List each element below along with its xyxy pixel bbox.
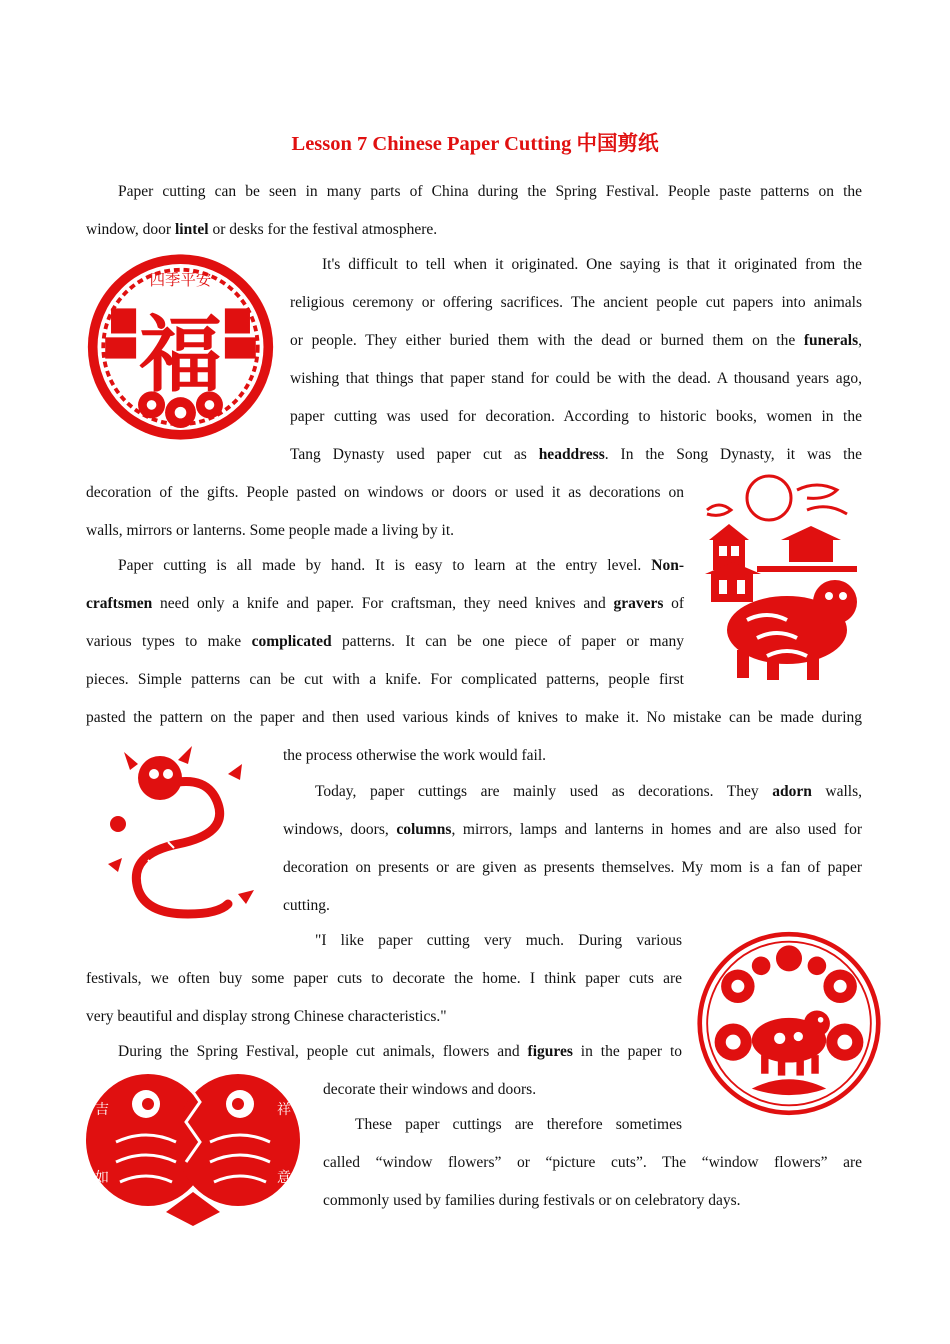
p3-line-3: various types to make complicated patterns. It can be one piece of paper or many — [86, 633, 684, 650]
p2-line-3: or people. They either buried them with the dead or burned them on the funerals, — [290, 332, 862, 349]
p5-line-1: "I like paper cutting very much. During various — [315, 932, 682, 949]
svg-text:祥: 祥 — [277, 1102, 291, 1118]
p5-line-3: very beautiful and display strong Chinese characteristics." — [86, 1008, 447, 1025]
twin-fish-papercut-image — [76, 1062, 310, 1228]
p2-line-7: decoration of the gifts. People pasted on windows or doors or used it as decorations on — [86, 484, 684, 501]
svg-text:四季平安: 四季平安 — [149, 271, 212, 290]
p2-line-8: walls, mirrors or lanterns. Some people made a living by it. — [86, 522, 455, 539]
p6-line-2: decorate their windows and doors. — [323, 1081, 537, 1098]
p2-line-1: It's difficult to tell when it originated. One saying is that it originated from the — [322, 256, 862, 273]
p2-line-4: wishing that things that paper stand for could be with the dead. A thousand years ago, — [290, 370, 862, 387]
p3-line-6: the process otherwise the work would fail. — [283, 747, 547, 764]
p4-line-2: windows, doors, columns, mirrors, lamps and lanterns in homes and are also used for — [283, 821, 862, 838]
p7-line-3: commonly used by families during festivals or on celebratory days. — [323, 1192, 741, 1209]
svg-text:福: 福 — [139, 306, 222, 404]
p3-line-1: Paper cutting is all made by hand. It is easy to learn at the entry level. Non- — [118, 557, 684, 574]
round-ox-papercut-image — [696, 930, 882, 1117]
svg-text:如: 如 — [95, 1170, 109, 1186]
p5-line-2: festivals, we often buy some paper cuts to decorate the home. I think paper cuts are — [86, 970, 682, 987]
p1-line-1: Paper cutting can be seen in many parts of China during the Spring Festival. People paste patterns on the — [118, 183, 862, 200]
svg-text:吉: 吉 — [95, 1102, 109, 1118]
page-title: Lesson 7 Chinese Paper Cutting 中国剪纸 — [291, 133, 659, 155]
tiger-pagoda-papercut-image — [697, 470, 861, 685]
p7-line-2: called “window flowers” or “picture cuts”. The “window flowers” are — [323, 1154, 862, 1171]
fu-papercut-image — [84, 250, 277, 444]
p6-line-1: During the Spring Festival, people cut animals, flowers and figures in the paper to — [118, 1043, 682, 1060]
p2-line-5: paper cutting was used for decoration. According to historic books, women in the — [290, 408, 862, 425]
p4-line-1: Today, paper cuttings are mainly used as decorations. They adorn walls, — [315, 783, 862, 800]
p4-line-4: cutting. — [283, 897, 330, 914]
p3-line-2: craftsmen need only a knife and paper. For craftsman, they need knives and gravers of — [86, 595, 684, 612]
p1-line-2: window, door lintel or desks for the festival atmosphere. — [86, 221, 438, 238]
dragon-papercut-image — [98, 744, 262, 926]
p2-line-2: religious ceremony or offering sacrifices. The ancient people cut papers into animals — [290, 294, 862, 311]
p2-line-6: Tang Dynasty used paper cut as headdress. In the Song Dynasty, it was the — [290, 446, 863, 463]
p4-line-3: decoration on presents or are given as presents themselves. My mom is a fan of paper — [283, 859, 862, 876]
p3-line-4: pieces. Simple patterns can be cut with a knife. For complicated patterns, people first — [86, 671, 684, 688]
svg-text:意: 意 — [277, 1170, 291, 1186]
p7-line-1: These paper cuttings are therefore sometimes — [355, 1116, 682, 1133]
p3-line-5: pasted the pattern on the paper and then used various kinds of knives to make it. No mistake can be made during — [86, 709, 862, 726]
